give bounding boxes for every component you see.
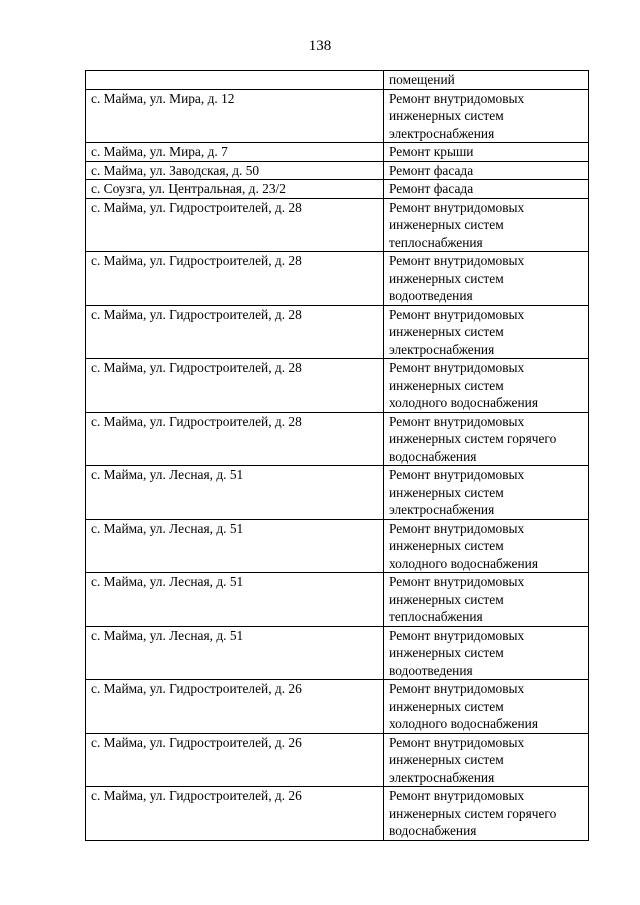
work-type-line: Ремонт внутридомовых <box>389 360 525 375</box>
table-row <box>86 626 589 680</box>
work-type-line: Ремонт внутридомовых <box>389 413 525 429</box>
work-type-line: инженерных систем <box>389 270 504 286</box>
work-type-cell <box>384 71 589 90</box>
work-type-cell <box>384 143 589 162</box>
work-type-line: Ремонт внутридомовых <box>389 788 525 803</box>
work-type-line: электроснабжения <box>389 125 495 141</box>
works-table-body <box>86 71 589 841</box>
table-row <box>86 143 589 162</box>
address-cell: с. Майма, ул. Гидростроителей, д. 28 <box>86 412 384 466</box>
address-cell: с. Майма, ул. Гидростроителей, д. 28 <box>86 305 384 359</box>
work-type-line: инженерных систем <box>389 484 504 500</box>
work-type-line: Ремонт внутридомовых <box>389 253 525 268</box>
work-type-line: инженерных систем <box>389 217 504 232</box>
address-cell: с. Майма, ул. Гидростроителей, д. 26 <box>86 733 384 787</box>
address-cell: с. Соузга, ул. Центральная, д. 23/2 <box>86 180 384 199</box>
work-type-cell <box>384 412 589 466</box>
work-type-line: водоснабжения <box>389 823 477 838</box>
work-type-line: холодного водоснабжения <box>389 716 538 731</box>
work-type-line: инженерных систем <box>389 645 504 660</box>
work-type-line: инженерных систем <box>389 698 504 714</box>
work-type-line: инженерных систем <box>389 538 504 553</box>
address-cell: с. Майма, ул. Лесная, д. 51 <box>86 626 384 680</box>
work-type-line: водоотведения <box>389 662 473 678</box>
work-type-line: Ремонт внутридомовых <box>389 681 525 696</box>
table-row <box>86 89 589 143</box>
table-row <box>86 161 589 180</box>
work-type-line: холодного водоснабжения <box>389 395 538 410</box>
works-table <box>85 70 589 841</box>
work-type-line: Ремонт внутридомовых <box>389 306 525 322</box>
table-row <box>86 412 589 466</box>
table-row <box>86 680 589 734</box>
work-type-cell <box>384 519 589 573</box>
work-type-line: холодного водоснабжения <box>389 555 538 571</box>
address-cell: с. Майма, ул. Мира, д. 12 <box>86 89 384 143</box>
work-type-cell <box>384 573 589 627</box>
work-type-cell <box>384 305 589 359</box>
work-type-cell <box>384 180 589 199</box>
address-cell: с. Майма, ул. Лесная, д. 51 <box>86 519 384 573</box>
work-type-line: Ремонт внутридомовых <box>389 734 525 750</box>
work-type-cell <box>384 787 589 841</box>
work-type-line: теплоснабжения <box>389 234 483 250</box>
work-type-line: водоснабжения <box>389 448 477 464</box>
work-type-line: инженерных систем горячего <box>389 431 557 446</box>
work-type-line: электроснабжения <box>389 769 495 785</box>
work-type-cell <box>384 680 589 734</box>
table-row <box>86 305 589 359</box>
work-type-line: Ремонт внутридомовых <box>389 467 525 482</box>
address-cell: с. Майма, ул. Лесная, д. 51 <box>86 573 384 627</box>
work-type-cell <box>384 359 589 413</box>
table-row <box>86 733 589 787</box>
work-type-line: Ремонт внутридомовых <box>389 199 525 215</box>
work-type-line: инженерных систем горячего <box>389 805 557 821</box>
address-cell: с. Майма, ул. Гидростроителей, д. 28 <box>86 359 384 413</box>
work-type-line: теплоснабжения <box>389 609 483 624</box>
work-type-cell <box>384 733 589 787</box>
work-type-cell <box>384 198 589 252</box>
work-type-cell <box>384 89 589 143</box>
address-cell: с. Майма, ул. Заводская, д. 50 <box>86 161 384 180</box>
work-type-cell <box>384 252 589 306</box>
work-type-line: Ремонт внутридомовых <box>389 574 525 589</box>
table-row <box>86 787 589 841</box>
address-cell <box>86 71 384 90</box>
work-type-line: инженерных систем <box>389 752 504 767</box>
address-cell: с. Майма, ул. Гидростроителей, д. 28 <box>86 198 384 252</box>
work-type-line: Ремонт внутридомовых <box>389 627 525 643</box>
work-type-line: инженерных систем <box>389 377 504 393</box>
work-type-line: электроснабжения <box>389 502 495 517</box>
work-type-line: Ремонт фасада <box>389 162 474 178</box>
work-type-line: инженерных систем <box>389 591 504 607</box>
work-type-line: инженерных систем <box>389 324 504 339</box>
address-cell: с. Майма, ул. Гидростроителей, д. 28 <box>86 252 384 306</box>
address-cell: с. Майма, ул. Гидростроителей, д. 26 <box>86 680 384 734</box>
work-type-line: Ремонт крыши <box>389 144 474 159</box>
table-row <box>86 519 589 573</box>
work-type-cell <box>384 626 589 680</box>
work-type-cell <box>384 466 589 520</box>
work-type-line: помещений <box>389 72 455 87</box>
address-cell: с. Майма, ул. Лесная, д. 51 <box>86 466 384 520</box>
table-row <box>86 466 589 520</box>
work-type-line: Ремонт внутридомовых <box>389 90 525 106</box>
table-row <box>86 71 589 90</box>
work-type-cell <box>384 161 589 180</box>
table-row <box>86 359 589 413</box>
address-cell: с. Майма, ул. Мира, д. 7 <box>86 143 384 162</box>
table-row <box>86 180 589 199</box>
work-type-line: электроснабжения <box>389 341 495 357</box>
work-type-line: водоотведения <box>389 288 473 303</box>
work-type-line: инженерных систем <box>389 108 504 123</box>
work-type-line: Ремонт фасада <box>389 181 474 196</box>
table-row <box>86 573 589 627</box>
work-type-line: Ремонт внутридомовых <box>389 520 525 536</box>
table-row <box>86 252 589 306</box>
page-number: 138 <box>308 38 332 54</box>
address-cell: с. Майма, ул. Гидростроителей, д. 26 <box>86 787 384 841</box>
table-row <box>86 198 589 252</box>
